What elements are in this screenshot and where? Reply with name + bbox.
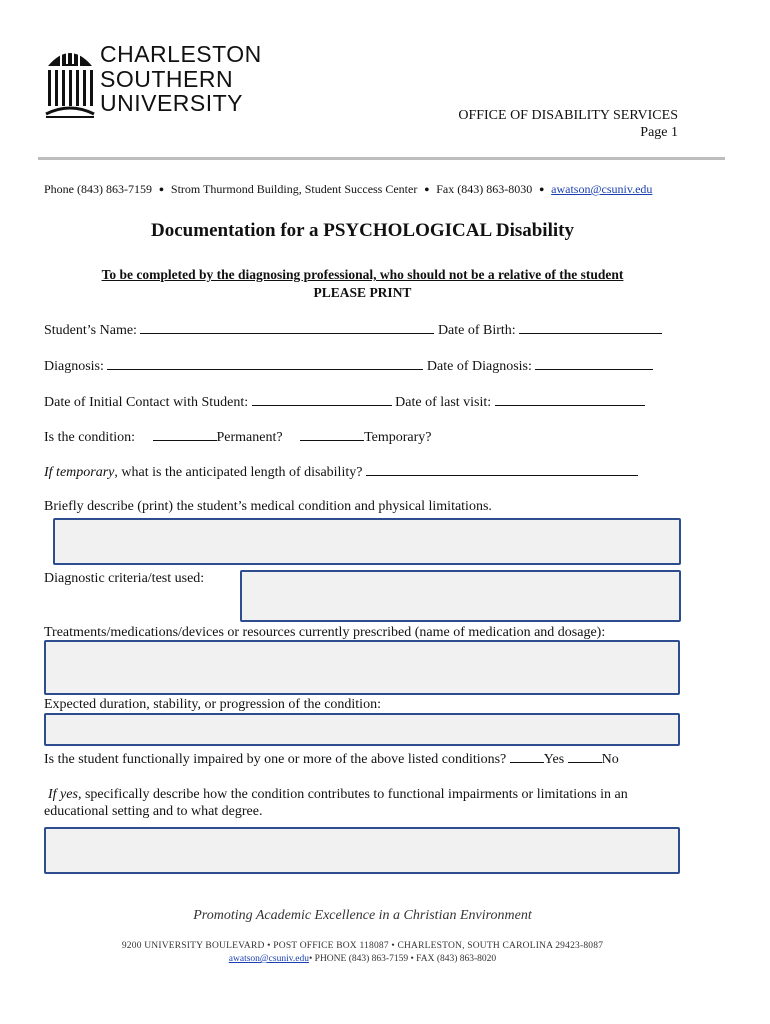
page-number: Page 1 xyxy=(640,125,678,140)
expected-duration-field[interactable] xyxy=(44,713,680,746)
bullet-icon: • xyxy=(539,183,545,198)
impairment-row xyxy=(44,750,619,768)
footer-address: 9200 UNIVERSITY BOULEVARD • POST OFFICE BOX 118087 • CHARLESTON, SOUTH CAROLINA 29423-8087 xyxy=(121,941,604,951)
permanent-label: Permanent? xyxy=(216,430,283,445)
please-print: PLEASE PRINT xyxy=(313,285,412,300)
describe-label: Briefly describe (print) the student’s medical condition and physical limitations. xyxy=(44,499,492,514)
diagnosis-label: Diagnosis: xyxy=(44,359,104,374)
anticipated-length-row xyxy=(44,463,638,481)
condition-description-field[interactable] xyxy=(53,518,681,565)
office-name: OFFICE OF DISABILITY SERVICES xyxy=(458,108,678,123)
header-divider xyxy=(38,157,725,160)
if-yes-text: , specifically describe how the condition contributes to functional impairments or limitations in an xyxy=(77,787,628,802)
bullet-icon: • xyxy=(159,183,164,198)
date-of-birth-label: Date of Birth: xyxy=(437,323,516,338)
student-name-row xyxy=(44,321,662,339)
yes-field[interactable] xyxy=(510,750,544,763)
temporary-field[interactable] xyxy=(300,428,364,441)
no-label: No xyxy=(601,752,619,767)
contact-phone: Phone (843) 863-7159 xyxy=(44,182,152,196)
subtitle-text: To be completed by the diagnosing professional, who should not be a relative of the student xyxy=(101,267,624,282)
footer-phone-fax: • PHONE (843) 863-7159 • FAX (843) 863-8020 xyxy=(308,954,497,964)
if-yes-label: If yes xyxy=(48,787,78,802)
contact-line xyxy=(44,182,652,198)
contact-fax: Fax (843) 863-8030 xyxy=(436,182,533,196)
condition-row xyxy=(44,428,432,446)
contact-dates-row xyxy=(44,393,645,411)
contact-email-link[interactable]: awatson@csuniv.edu xyxy=(551,182,653,196)
last-visit-label: Date of last visit: xyxy=(395,395,492,410)
subtitle xyxy=(0,267,725,283)
student-name-field[interactable] xyxy=(140,321,434,334)
diagnosis-field[interactable] xyxy=(107,357,423,370)
bullet-icon: • xyxy=(424,183,430,198)
date-of-diagnosis-field[interactable] xyxy=(535,357,653,370)
if-yes-text-line2: educational setting and to what degree. xyxy=(44,804,263,819)
no-field[interactable] xyxy=(568,750,602,763)
anticipated-length-label: , what is the anticipated length of disability? xyxy=(114,465,363,480)
anticipated-length-field[interactable] xyxy=(366,463,638,476)
diagnosis-row xyxy=(44,357,653,375)
if-temporary-label: If temporary xyxy=(44,465,115,480)
last-visit-field[interactable] xyxy=(495,393,645,406)
diagnostic-criteria-field[interactable] xyxy=(240,570,681,622)
impairment-question: Is the student functionally impaired by one or more of the above listed conditions? xyxy=(44,752,507,767)
diagnostic-criteria-label: Diagnostic criteria/test used: xyxy=(44,571,205,586)
temporary-label: Temporary? xyxy=(364,430,432,445)
date-of-diagnosis-label: Date of Diagnosis: xyxy=(426,359,532,374)
initial-contact-field[interactable] xyxy=(252,393,392,406)
treatments-label: Treatments/medications/devices or resources currently prescribed (name of medication and dosage): xyxy=(44,625,606,640)
date-of-birth-field[interactable] xyxy=(519,321,662,334)
condition-label: Is the condition: xyxy=(44,430,135,445)
page-title: Documentation for a PSYCHOLOGICAL Disability xyxy=(151,220,574,241)
university-name: CHARLESTON SOUTHERN UNIVERSITY xyxy=(100,41,262,116)
footer-email-link[interactable]: awatson@csuniv.edu xyxy=(228,954,309,964)
permanent-field[interactable] xyxy=(153,428,217,441)
impairment-description-field[interactable] xyxy=(44,827,680,874)
if-yes-row xyxy=(48,787,628,803)
yes-label: Yes xyxy=(543,752,565,767)
student-name-label: Student’s Name: xyxy=(44,323,137,338)
initial-contact-label: Date of Initial Contact with Student: xyxy=(44,395,249,410)
footer-contact xyxy=(0,954,725,964)
footer-motto: Promoting Academic Excellence in a Christian Environment xyxy=(193,908,532,923)
office-header xyxy=(458,107,678,141)
expected-duration-label: Expected duration, stability, or progression of the condition: xyxy=(44,697,381,712)
university-logo-icon xyxy=(44,44,96,120)
treatments-field[interactable] xyxy=(44,640,680,695)
contact-building: Strom Thurmond Building, Student Success Center xyxy=(170,182,418,196)
